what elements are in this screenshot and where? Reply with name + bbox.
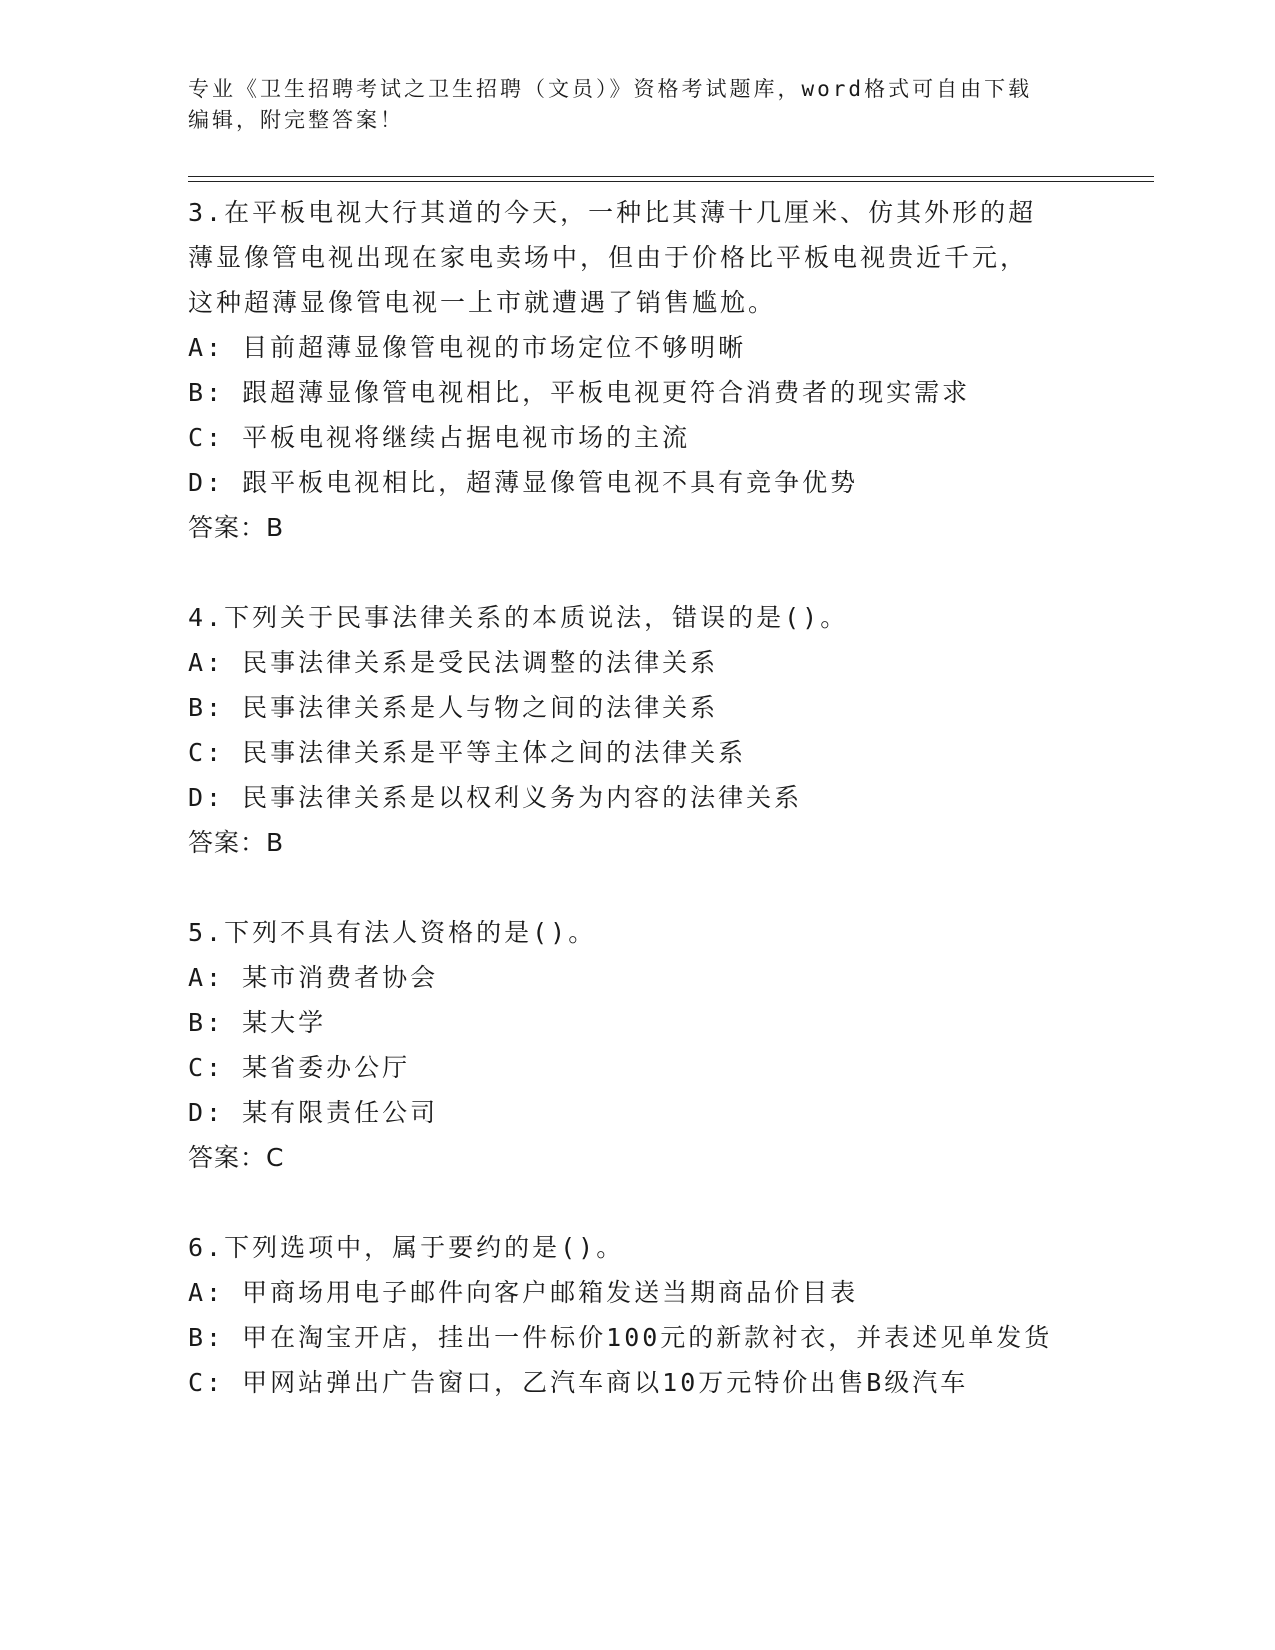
question-6 [188,1225,1088,1405]
question-5 [188,910,1088,1180]
header-line-2: 编辑，附完整答案！ [188,108,404,132]
answer-label: 答案：B [188,828,285,857]
option-b: B: 某大学 [188,1008,327,1037]
option-c: C: 某省委办公厅 [188,1053,411,1082]
option-b: B: 甲在淘宝开店，挂出一件标价100元的新款衬衣，并表述见单发货 [188,1323,1053,1352]
header-divider-bottom [188,181,1154,182]
option-a: A: 民事法律关系是受民法调整的法律关系 [188,648,719,677]
option-b: B: 民事法律关系是人与物之间的法律关系 [188,693,719,722]
option-c: C: 民事法律关系是平等主体之间的法律关系 [188,738,747,767]
question-3 [188,190,1088,550]
answer-label: 答案：B [188,513,285,542]
header-divider-top [188,176,1154,177]
option-d: D: 某有限责任公司 [188,1098,439,1127]
option-c: C: 平板电视将继续占据电视市场的主流 [188,423,691,452]
option-a: A: 甲商场用电子邮件向客户邮箱发送当期商品价目表 [188,1278,859,1307]
question-text-line: 3.在平板电视大行其道的今天，一种比其薄十几厘米、仿其外形的超 [188,198,1037,227]
question-text-line: 4.下列关于民事法律关系的本质说法，错误的是()。 [188,603,849,632]
option-a: A: 某市消费者协会 [188,963,439,992]
option-d: D: 跟平板电视相比，超薄显像管电视不具有竞争优势 [188,468,859,497]
question-text-line: 5.下列不具有法人资格的是()。 [188,918,597,947]
option-d: D: 民事法律关系是以权利义务为内容的法律关系 [188,783,803,812]
option-c: C: 甲网站弹出广告窗口，乙汽车商以10万元特价出售B级汽车 [188,1368,969,1397]
question-4 [188,595,1088,865]
document-header [188,74,1088,136]
question-text-line: 这种超薄显像管电视一上市就遭遇了销售尴尬。 [188,288,777,317]
question-text-line: 薄显像管电视出现在家电卖场中，但由于价格比平板电视贵近千元， [188,243,1029,272]
header-line-1: 专业《卫生招聘考试之卫生招聘（文员）》资格考试题库，word格式可自由下载 [188,77,1033,101]
option-b: B: 跟超薄显像管电视相比，平板电视更符合消费者的现实需求 [188,378,971,407]
answer-label: 答案：C [188,1143,285,1172]
question-text-line: 6.下列选项中，属于要约的是()。 [188,1233,625,1262]
option-a: A: 目前超薄显像管电视的市场定位不够明晰 [188,333,747,362]
question-list [188,190,1088,1450]
